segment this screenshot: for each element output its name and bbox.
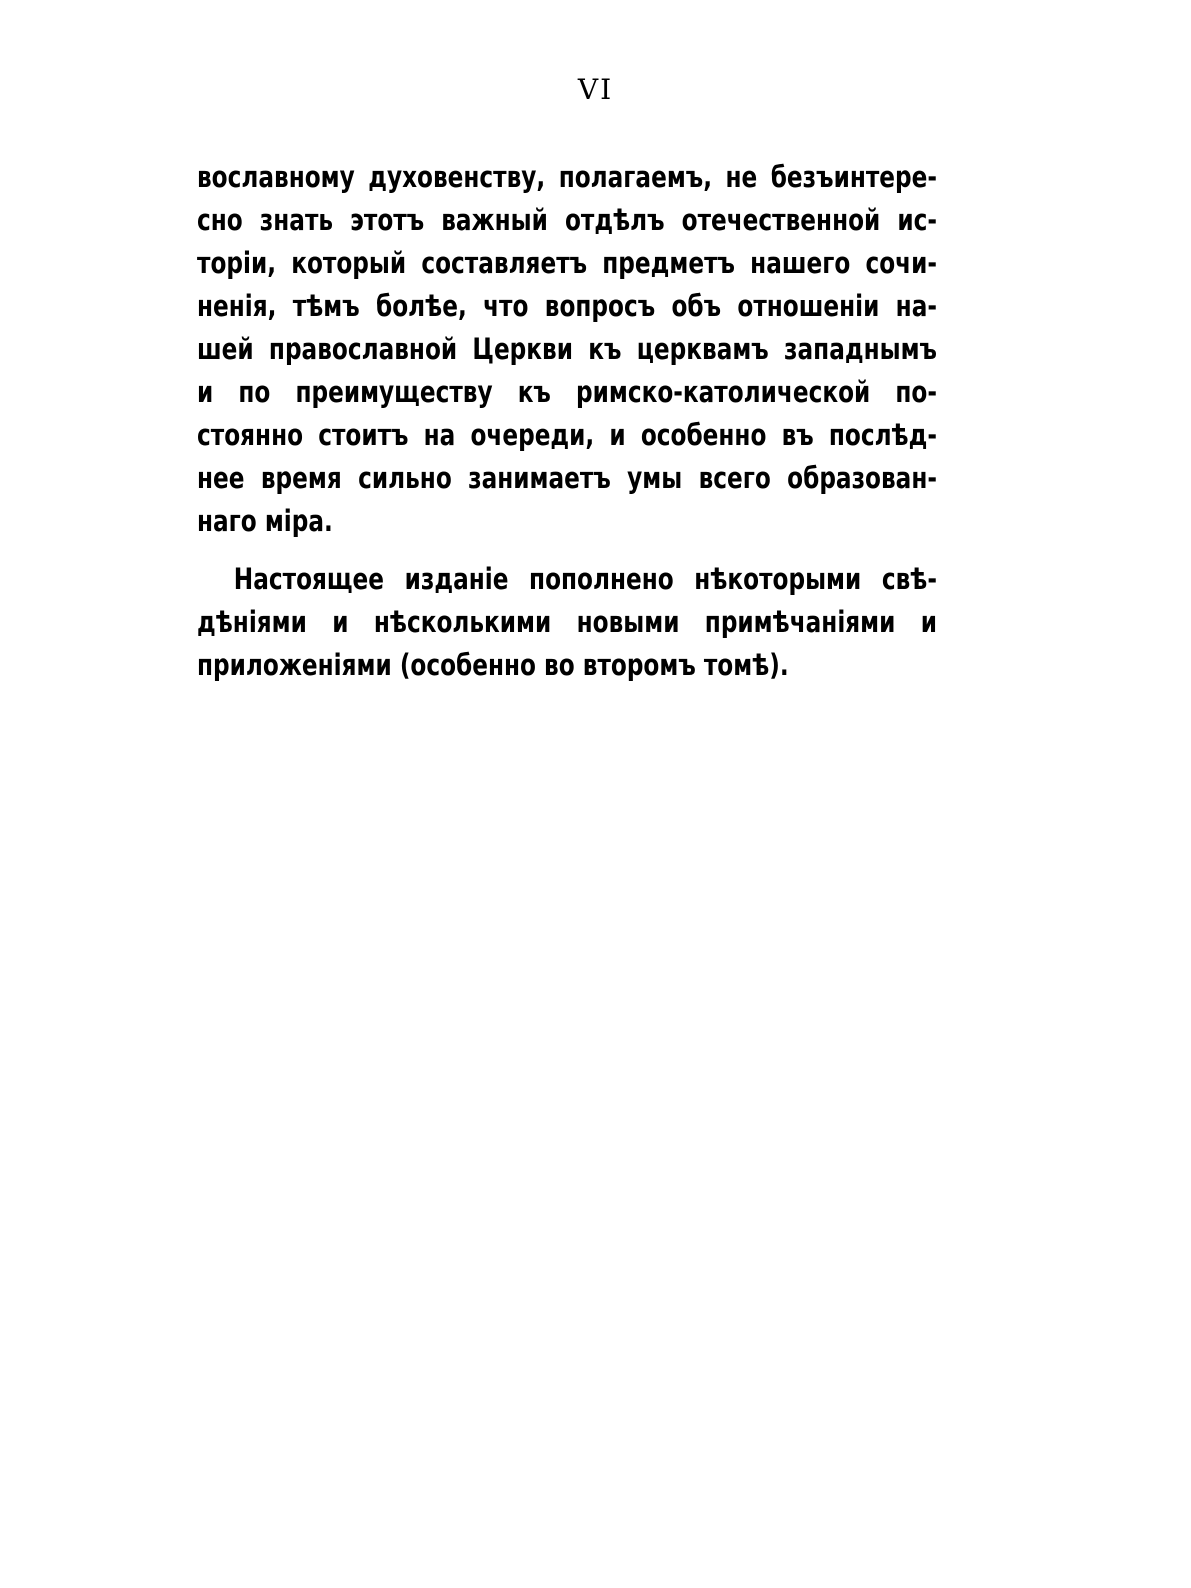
- text-line: Настоящее изданіе пополнено нѣкоторыми свѣ-: [233, 562, 938, 596]
- paragraph-gap: [197, 543, 937, 558]
- body-text: [197, 156, 937, 687]
- text-line: стоянно стоитъ на очереди, и особенно въ послѣд-: [197, 418, 937, 452]
- text-line: вославному духовенству, полагаемъ, не безъинтере-: [197, 160, 937, 194]
- text-line: и по преимуществу къ римско-католической по-: [197, 375, 937, 409]
- page-number: VI: [577, 73, 614, 106]
- text-line: наго міра.: [197, 504, 333, 538]
- text-line: торіи, который составляетъ предметъ нашего сочи-: [197, 246, 937, 280]
- paragraph-2: [197, 558, 937, 687]
- text-line: приложеніями (особенно во второмъ томѣ).: [197, 648, 789, 682]
- text-line: дѣніями и нѣсколькими новыми примѣчаніями и: [197, 605, 937, 639]
- text-line: ненія, тѣмъ болѣе, что вопросъ объ отношеніи на-: [197, 289, 937, 323]
- text-line: сно знать этотъ важный отдѣлъ отечественной ис-: [197, 203, 937, 237]
- paragraph-1: [197, 156, 937, 543]
- text-line: нее время сильно занимаетъ умы всего образован-: [197, 461, 937, 495]
- text-line: шей православной Церкви къ церквамъ западнымъ: [197, 332, 937, 366]
